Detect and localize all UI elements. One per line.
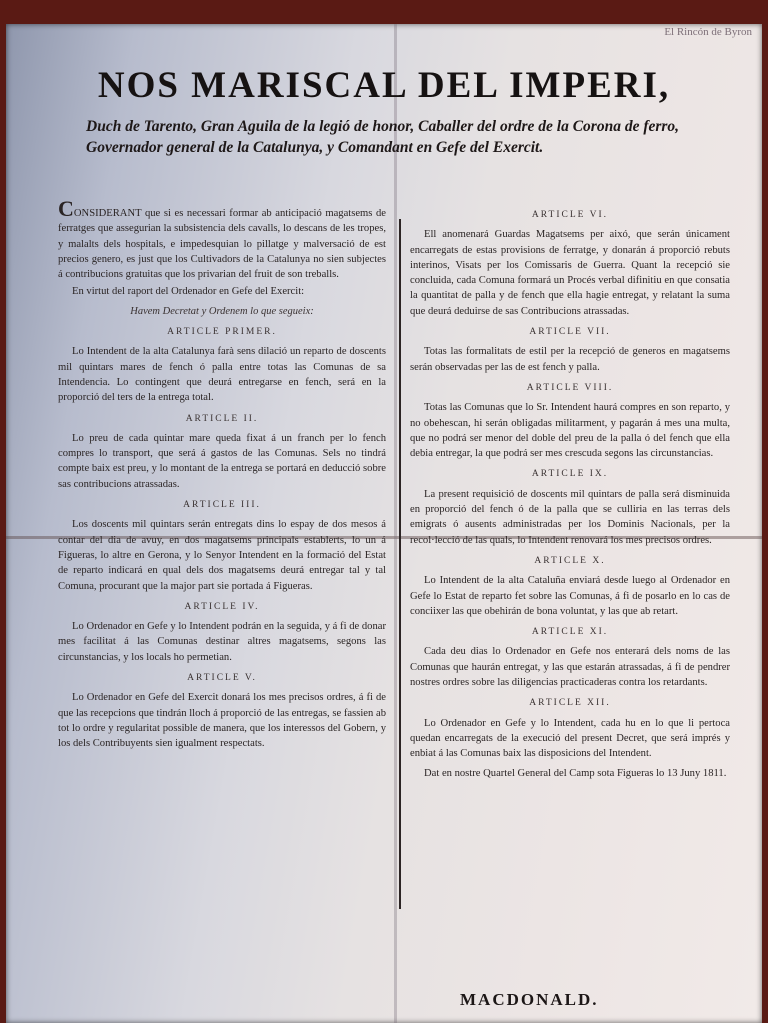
article-6-text: Ell anomenará Guardas Magatsems per aixó, que serán únicament encarregats de estas provisions de ferratge, y donarán á proporció rebuts interinos, Visats per los Comissaris de Guerra. Quant la recepció sie concluida, cada Comuna formará un Procés verbal difinitiu en que consatia la quantitat de palla y de fench que ella hagie entregat, y relatant la suma que deurá deduirse de sas Contribucions atrassadas. <box>410 229 730 317</box>
article-5-text: Lo Ordenador en Gefe del Exercit donará los mes precisos ordres, á fi de que las recepcions que tindrán lloch á proporció de las entregas, se fassien ab tot lo ordre y regularitat possible de manera, que los interessos del Gobern, y los dels Contribuyents sien igualment respectats. <box>58 692 386 750</box>
article-10-text: Lo Intendent de la alta Cataluña enviará desde luego al Ordenador en Gefe lo Estat de reparto fet sobre las Comunas, á fi de posarlo en lo cas de conciixer las que obehirán de bona voluntat, y las que ab retart. <box>410 575 730 617</box>
document-subtitle: Duch de Tarento, Gran Aguila de la legió de honor, Caballer del ordre de la Corona de ferro, Governador general de la Catalunya, y Comandant en Gefe del Exercit. <box>86 118 680 156</box>
article-7-text: Totas las formalitats de estil per la recepció de generos en magatsems serán observadas per las de est fench y palla. <box>410 346 730 373</box>
article-3-heading: ARTICLE III. <box>183 500 261 511</box>
article-4-heading: ARTICLE IV. <box>184 601 260 612</box>
preamble-text: ONSIDERANT que si es necessari formar ab anticipació magatsems de ferratges que assegurian la subsistencia dels cavalls, lo descans de les tropes, y malalts dels hospitals, e impedesquian lo pillatge y malversació de est precios genero, es just que los Cultivadors de la Catalunya no sien subjectes á contribucions gratuitas que los privarian del fruit de son treballs. <box>58 208 386 281</box>
article-9-heading: ARTICLE IX. <box>531 469 609 480</box>
drop-cap: C <box>58 196 74 221</box>
document-title: NOS MARISCAL DEL IMPERI, <box>97 65 671 106</box>
vertical-fold-crease <box>394 24 397 1023</box>
article-6-heading: ARTICLE VI. <box>531 210 609 220</box>
preamble-paragraph <box>58 196 386 282</box>
left-column <box>58 196 386 754</box>
right-column <box>410 202 730 783</box>
article-3-text: Los doscents mil quintars serán entregats dins lo espay de dos mesos á contar del dia de avuy, en dos magatsems principals establerts, lo un á Figueras, lo altre en Gerona, y lo Senyor Intendent en la formació del Estat de reparto indicará en qual dels dos magatsems deurá entregar tal y tal Comuna, procurant que la major part sie portada á Figueras. <box>58 519 386 592</box>
dateline: Dat en nostre Quartel General del Camp sota Figueras lo 13 Juny 1811. <box>424 767 727 779</box>
article-5-heading: ARTICLE V. <box>187 673 257 684</box>
article-1-text: Lo Intendent de la alta Catalunya farà sens dilació un reparto de doscents mil quintars mares de fench ó palla entre totas las Comunas de sa Intendencia. Lo contingent que deurá entregarse en fench, será en la proporció del ters de la entrega total. <box>58 346 386 404</box>
proclamation-sheet <box>6 24 762 1023</box>
column-divider-rule <box>399 219 401 909</box>
article-9-text: La present requisició de doscents mil quintars de palla será disminuida en proporció del fench ó de la palla que se culliria en las terras dels emigrats ó ausents administradas per los Dominis Nacionals, per la recol·lecció de las quals, lo Intendent renovará los mes precisos ordres. <box>410 488 730 546</box>
article-12-text: Lo Ordenador en Gefe y lo Intendent, cada hu en lo que li pertoca quedan encarregats de la execució del present Decret, que será imprés y enbiat á las Comunas baix las disposicions del Intendent. <box>410 717 730 760</box>
article-7-heading: ARTICLE VII. <box>529 327 611 338</box>
virtue-paragraph: En virtut del raport del Ordenador en Gefe del Exercit: <box>72 286 305 298</box>
article-11-text: Cada deu dias lo Ordenador en Gefe nos enterará dels noms de las Comunas que haurán entregat, y las que estarán atrassadas, á fi de pendrer nostres ordres sobre las diligencias practicaderas contra los retardants. <box>410 646 730 689</box>
article-4-text: Lo Ordenador en Gefe y lo Intendent podrán en la seguida, y á fi de donar mes facilitat á las Comunas destinar altres magatsems, segons las circunstancias, y los locals ho permetian. <box>58 621 386 663</box>
signature: MACDONALD. <box>460 990 599 1009</box>
article-1-heading: ARTICLE PRIMER. <box>167 327 277 338</box>
article-10-heading: ARTICLE X. <box>534 555 606 566</box>
article-8-text: Totas las Comunas que lo Sr. Intendent haurá compres en son reparto, y no obehescan, hi serán obligadas militarment, y pagarán á mes una multa, que no podrá ser menor del doble del preu de la palla ó del fench que ella debia entregar, la que podrá ser mes crescuda segons las circunstancias. <box>410 402 730 460</box>
article-2-text: Lo preu de cada quintar mare queda fixat á un franch per lo fench compres lo transport, que será á gastos de las Comunas. Sels no tindrá compte baix est preu, y lo montant de la entrega se portará en deducció sobre sas contribucions atrassadas. <box>58 432 386 490</box>
article-8-heading: ARTICLE VIII. <box>526 382 614 393</box>
article-12-heading: ARTICLE XII. <box>529 698 611 709</box>
decree-line: Havem Decretat y Ordenem lo que segueix: <box>130 305 314 317</box>
article-2-heading: ARTICLE II. <box>185 413 259 424</box>
article-11-heading: ARTICLE XI. <box>531 627 609 638</box>
watermark: El Rincón de Byron <box>664 26 752 38</box>
